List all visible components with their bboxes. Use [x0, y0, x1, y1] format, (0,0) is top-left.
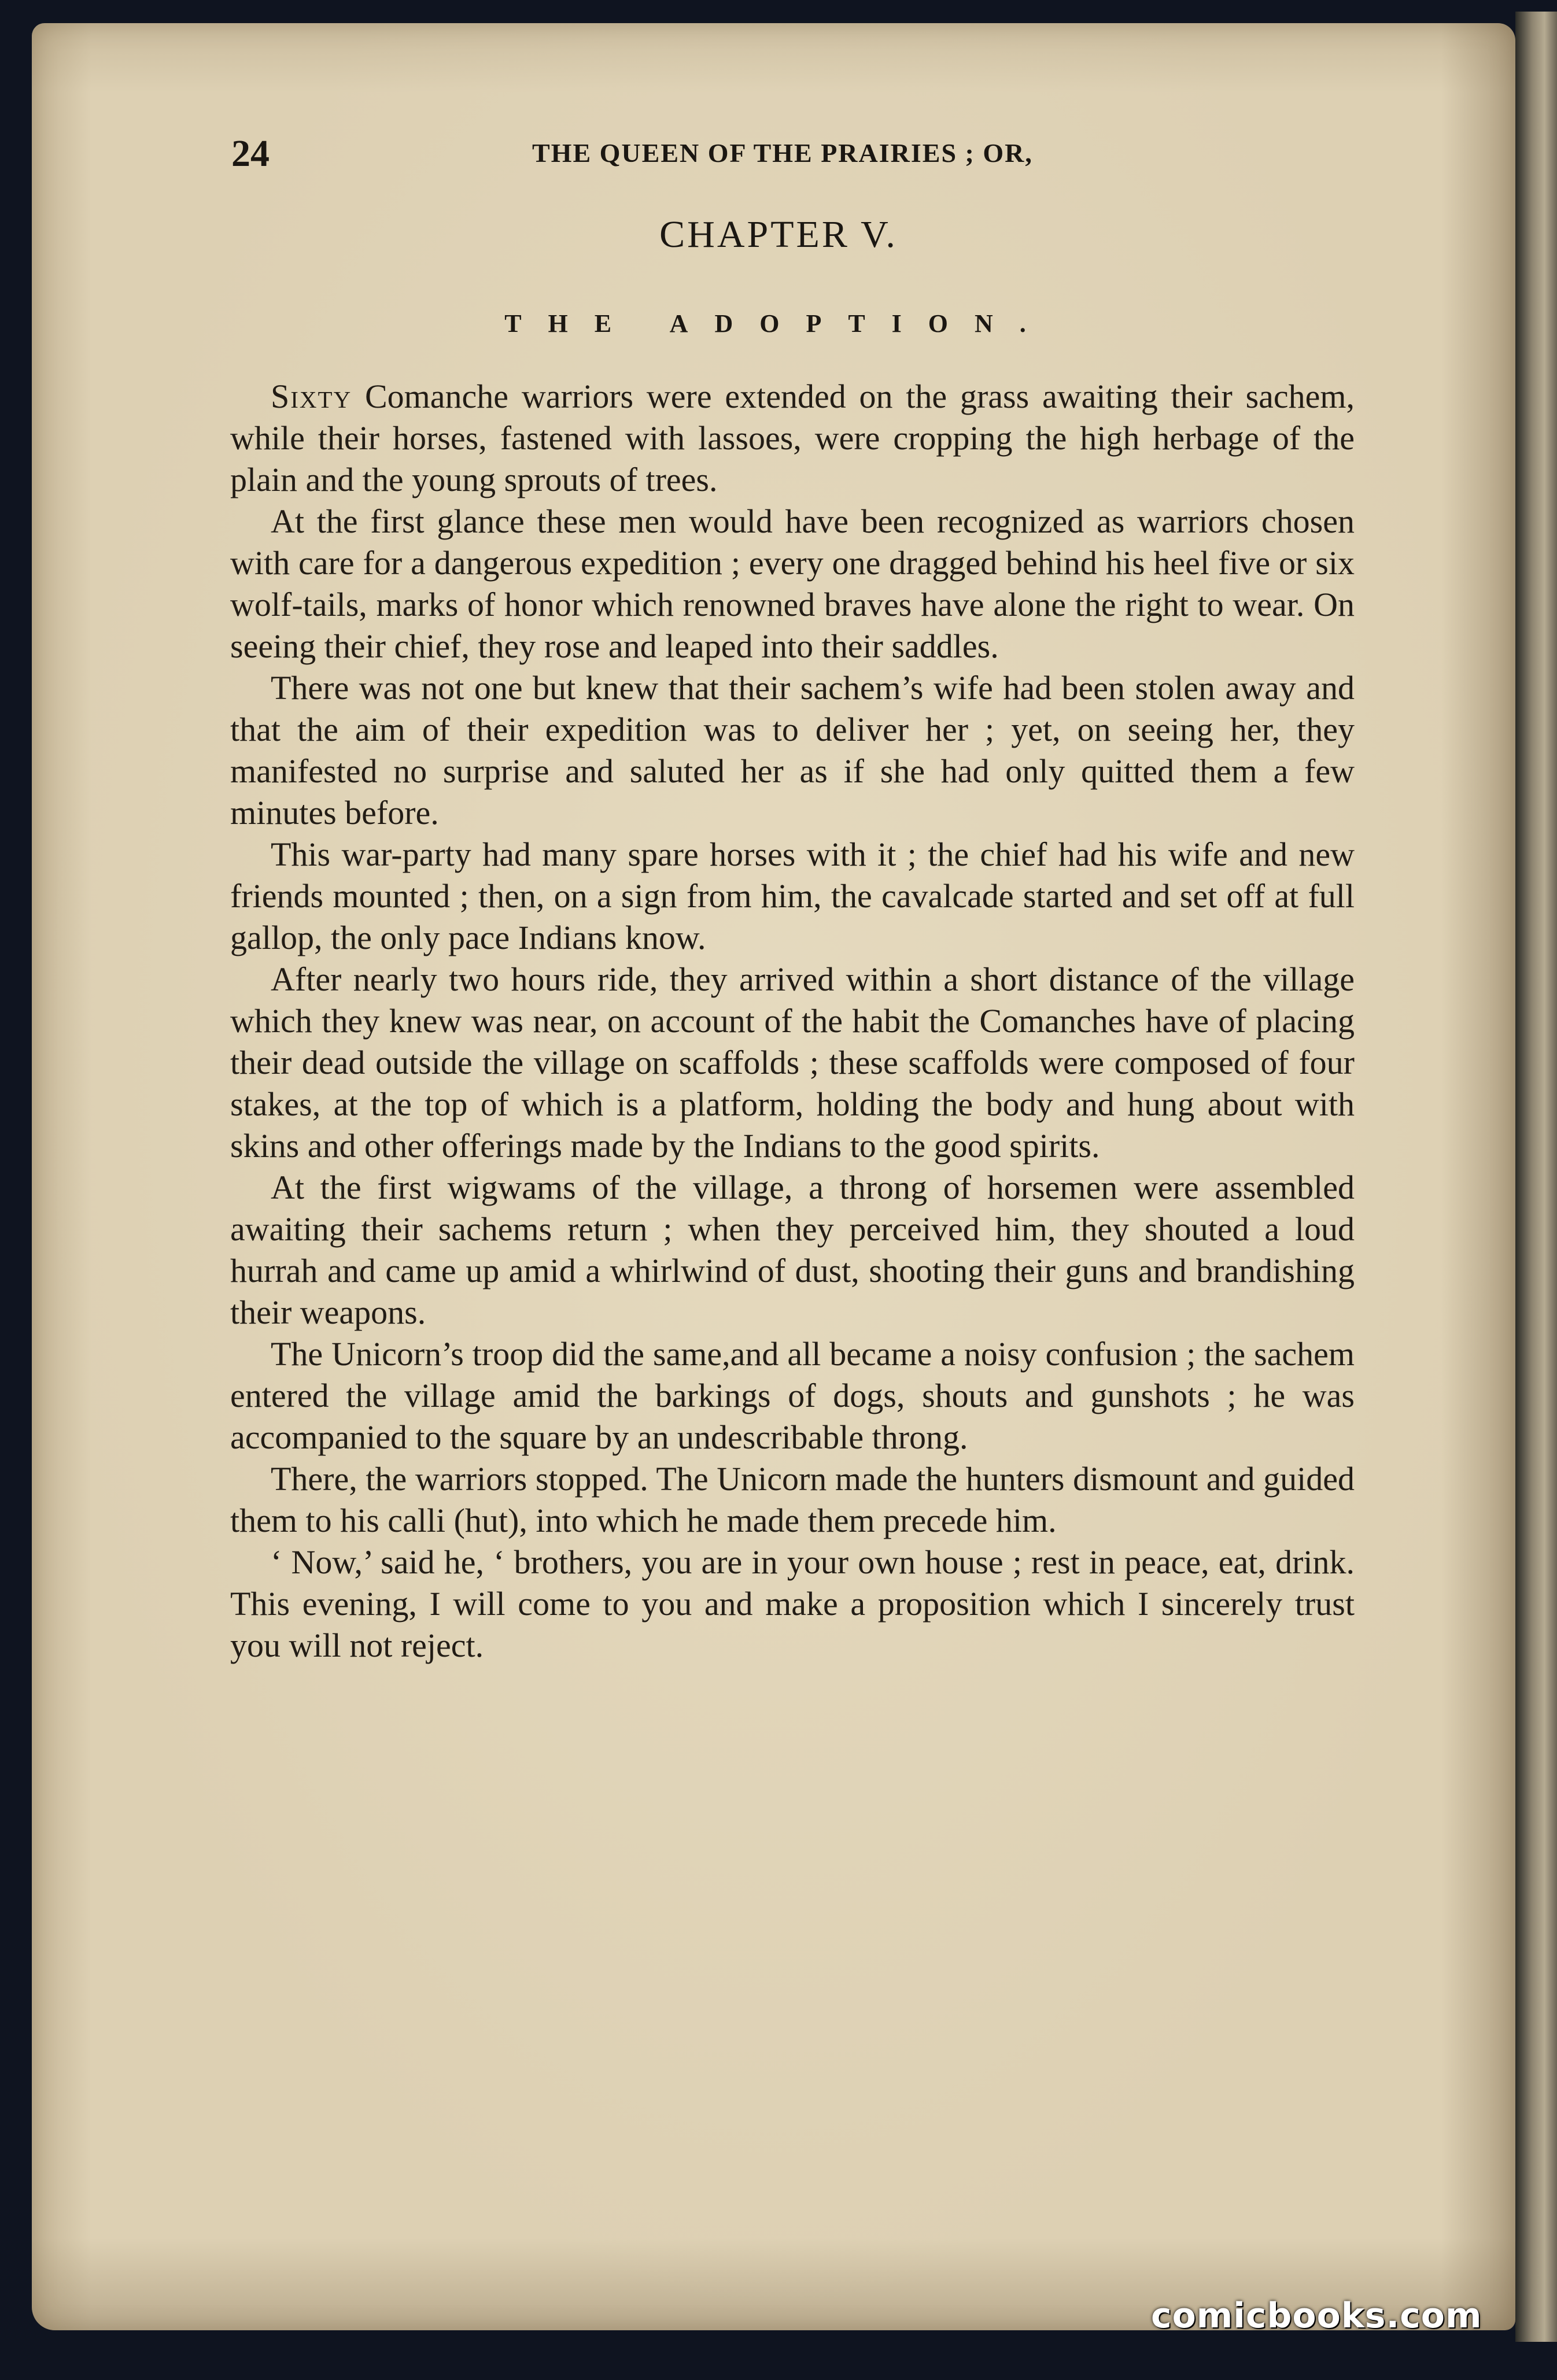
paragraph-9: ‘ Now,’ said he, ‘ brothers, you are in your own house ; rest in peace, eat, drink. This evening, I will come to you and make a proposition which I sincerely trust you will not reject. [230, 1543, 1355, 1664]
paragraph-4: This war-party had many spare horses with it ; the chief had his wife and new friends mounted ; then, on a sign from him, the cavalcade started and set off at full gallop, the only pace Indians know. [230, 836, 1355, 956]
running-head: THE QUEEN OF THE PRAIRIES ; OR, [532, 138, 1033, 168]
page-number: 24 [231, 132, 270, 175]
chapter-title: CHAPTER V. [659, 213, 898, 256]
paragraph-5: After nearly two hours ride, they arrived within a short distance of the village which they knew was near, on account of the habit the Comanches have of placing their dead outside the village on scaffolds ; these scaffolds were composed of four stakes, at the top of which is a platform, holding the body and hung about with skins and other offerings made by the Indians to the good spirits. [230, 960, 1355, 1165]
paragraph-7: The Unicorn’s troop did the same,and all became a noisy confusion ; the sachem entered the village amid the barkings of dogs, shouts and gunshots ; he was accompanied to the square by an undescribable throng. [230, 1335, 1355, 1456]
paragraph-first-word: Sixty [271, 378, 352, 415]
paragraph-6: At the first wigwams of the village, a throng of horsemen were assembled awaiting their sachems return ; when they perceived him, they shouted a loud hurrah and came up amid a whirlwind of dust, shooting their guns and brandishing their weapons. [230, 1169, 1355, 1331]
paragraph-8: There, the warriors stopped. The Unicorn made the hunters dismount and guided them to his calli (hut), into which he made them precede him. [230, 1460, 1355, 1539]
page-header [231, 132, 1359, 184]
body-text [230, 376, 1355, 1666]
paragraph-2: At the first glance these men would have been recognized as warriors chosen with care for a dangerous expedition ; every one dragged behind his heel five or six wolf-tails, marks of honor which renowned braves have alone the right to wear. On seeing their chief, they rose and leaped into their saddles. [230, 502, 1355, 665]
paragraph-1 [230, 376, 1355, 501]
watermark-logo: comicbooks.com [1151, 2296, 1482, 2336]
book-spine [1515, 12, 1557, 2342]
paragraph-3: There was not one but knew that their sachem’s wife had been stolen away and that the aim of their expedition was to deliver her ; yet, on seeing her, they manifested no surprise and saluted her as if she had only quitted them a few minutes before. [230, 669, 1355, 831]
paragraph-text: Comanche warriors were extended on the grass awaiting their sachem, while their horses, fastened with lassoes, were cropping the high herbage of the plain and the young sprouts of trees. [230, 378, 1355, 498]
chapter-subtitle: THE ADOPTION. [504, 309, 1053, 338]
